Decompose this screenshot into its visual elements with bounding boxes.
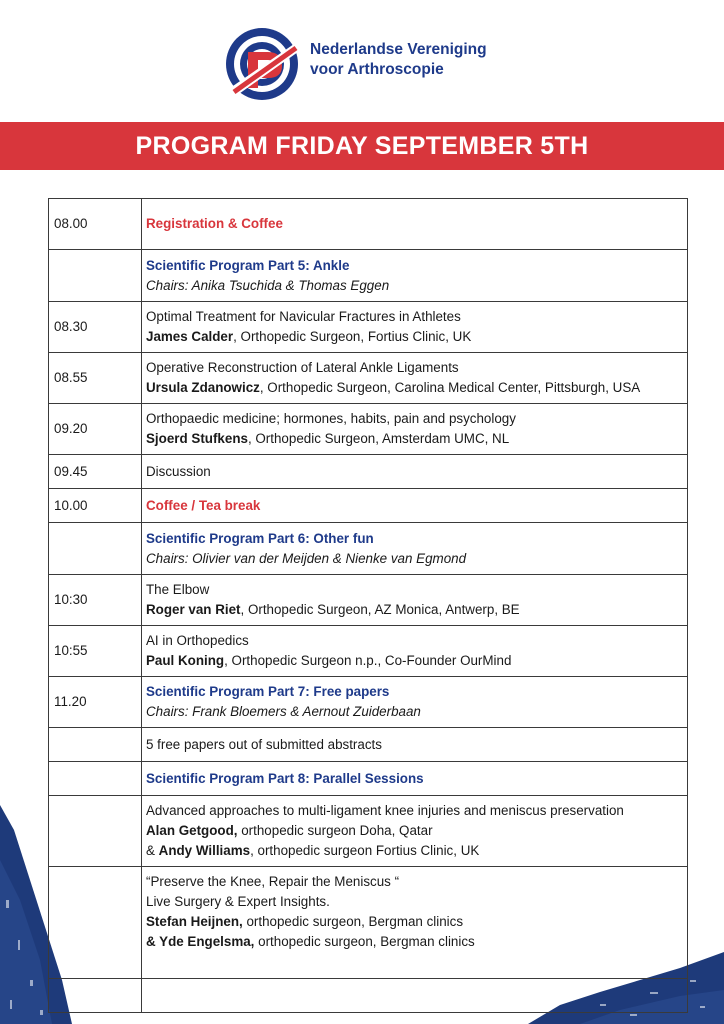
time-cell: 10.00	[49, 489, 142, 523]
speaker-name: James Calder	[146, 329, 234, 344]
program-banner-title: PROGRAM FRIDAY SEPTEMBER 5TH	[0, 122, 724, 170]
speaker-affiliation: , orthopedic surgeon Fortius Clinic, UK	[250, 843, 480, 858]
table-row	[49, 796, 688, 867]
time-cell	[49, 796, 142, 867]
talk-title: The Elbow	[146, 582, 210, 597]
speaker-affiliation: , Orthopedic Surgeon, Amsterdam UMC, NL	[247, 431, 510, 446]
speaker-affiliation: , Orthopedic Surgeon, Fortius Clinic, UK	[233, 329, 472, 344]
speaker-name: Alan Getgood,	[146, 823, 238, 838]
session-chairs: Chairs: Frank Bloemers & Aernout Zuiderbaan	[146, 704, 421, 719]
time-cell: 08.00	[49, 199, 142, 250]
session-title: Scientific Program Part 7: Free papers	[146, 684, 390, 699]
table-row	[49, 199, 688, 250]
session-cell	[142, 250, 688, 302]
time-cell: 11.20	[49, 677, 142, 728]
table-row	[49, 762, 688, 796]
organization-name-line1: Nederlandse Vereniging	[310, 41, 487, 58]
speaker-name: Roger van Riet	[146, 602, 241, 617]
speaker-name: Stefan Heijnen,	[146, 914, 243, 929]
session-cell	[142, 353, 688, 404]
time-cell	[49, 728, 142, 762]
speaker-affiliation: , Orthopedic Surgeon n.p., Co-Founder OurMind	[224, 653, 512, 668]
session-cell	[142, 677, 688, 728]
time-cell: 08.55	[49, 353, 142, 404]
session-cell	[142, 302, 688, 353]
time-cell: 10:55	[49, 626, 142, 677]
speaker-affiliation: orthopedic surgeon, Bergman clinics	[254, 934, 475, 949]
talk-title: Advanced approaches to multi-ligament knee injuries and meniscus preservation	[146, 803, 624, 818]
session-cell	[142, 489, 688, 523]
program-table	[48, 198, 688, 1013]
session-cell	[142, 626, 688, 677]
speaker-name: Sjoerd Stufkens	[146, 431, 248, 446]
time-cell: 09.20	[49, 404, 142, 455]
table-row	[49, 250, 688, 302]
time-cell	[49, 867, 142, 979]
session-title: Scientific Program Part 5: Ankle	[146, 257, 350, 273]
table-row	[49, 302, 688, 353]
session-cell	[142, 575, 688, 626]
speaker-name: Ursula Zdanowicz	[146, 380, 260, 395]
table-row	[49, 728, 688, 762]
session-title: Scientific Program Part 6: Other fun	[146, 530, 374, 546]
session-cell	[142, 979, 688, 1013]
time-cell	[49, 979, 142, 1013]
break-title: Registration & Coffee	[146, 216, 283, 231]
time-cell	[49, 523, 142, 575]
table-row	[49, 353, 688, 404]
table-row	[49, 626, 688, 677]
session-cell: 5 free papers out of submitted abstracts	[142, 728, 688, 762]
table-row	[49, 979, 688, 1013]
table-row	[49, 575, 688, 626]
table-row	[49, 404, 688, 455]
session-chairs: Chairs: Olivier van der Meijden & Nienke van Egmond	[146, 550, 467, 566]
session-cell	[142, 404, 688, 455]
session-title: Scientific Program Part 8: Parallel Sessions	[146, 770, 424, 786]
table-row	[49, 867, 688, 979]
time-cell: 10:30	[49, 575, 142, 626]
organization-name-line2: voor Arthroscopie	[310, 61, 444, 78]
session-cell	[142, 796, 688, 867]
talk-title: Operative Reconstruction of Lateral Ankle Ligaments	[146, 360, 459, 375]
table-row	[49, 523, 688, 575]
talk-title: “Preserve the Knee, Repair the Meniscus “	[146, 874, 400, 889]
break-title: Coffee / Tea break	[146, 497, 261, 513]
session-chairs: Chairs: Anika Tsuchida & Thomas Eggen	[146, 277, 390, 293]
session-cell	[142, 867, 688, 979]
time-cell	[49, 762, 142, 796]
time-cell: 09.45	[49, 455, 142, 489]
time-cell: 08.30	[49, 302, 142, 353]
speaker-affiliation: orthopedic surgeon Doha, Qatar	[237, 823, 433, 838]
page-header	[0, 0, 724, 122]
table-row	[49, 489, 688, 523]
speaker-affiliation: orthopedic surgeon, Bergman clinics	[242, 914, 464, 929]
speaker-name: Paul Koning	[146, 653, 225, 668]
ampersand: &	[146, 843, 159, 858]
session-cell	[142, 199, 688, 250]
speaker-affiliation: , Orthopedic Surgeon, Carolina Medical Center, Pittsburgh, USA	[259, 380, 641, 395]
talk-title: Orthopaedic medicine; hormones, habits, pain and psychology	[146, 411, 516, 426]
speaker-name: & Yde Engelsma,	[146, 934, 255, 949]
talk-subtitle: Live Surgery & Expert Insights.	[146, 894, 330, 909]
table-row	[49, 677, 688, 728]
talk-title: AI in Orthopedics	[146, 633, 249, 648]
organization-name	[310, 40, 487, 80]
session-cell	[142, 762, 688, 796]
speaker-name: Andy Williams	[158, 843, 251, 858]
time-cell	[49, 250, 142, 302]
table-row	[49, 455, 688, 489]
talk-title: Optimal Treatment for Navicular Fractures in Athletes	[146, 309, 461, 324]
nva-logo-icon	[224, 26, 300, 102]
speaker-affiliation: , Orthopedic Surgeon, AZ Monica, Antwerp, BE	[240, 602, 520, 617]
session-cell	[142, 523, 688, 575]
session-cell: Discussion	[142, 455, 688, 489]
